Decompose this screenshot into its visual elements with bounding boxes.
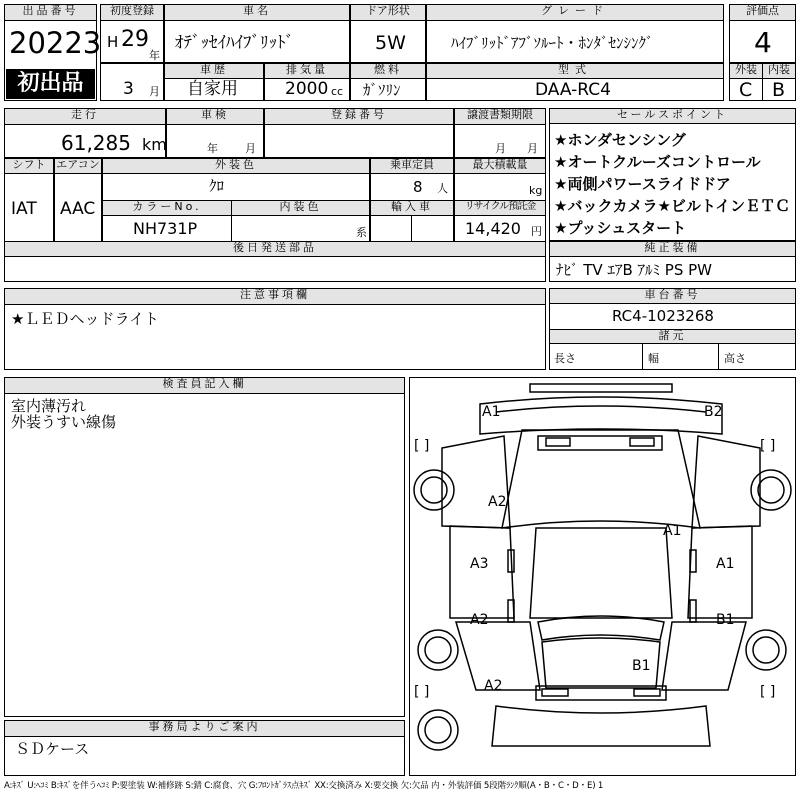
- mark-left-fender: A2: [488, 494, 507, 510]
- mark-hood-right: A1: [663, 523, 682, 539]
- bracket-mark: [ ]: [414, 684, 430, 700]
- length-label: 長さ: [554, 352, 576, 365]
- car-name-box: [164, 4, 350, 63]
- door-type-box: [350, 4, 426, 63]
- lot-number-label: 出品番号: [5, 5, 96, 21]
- color-number-label: カラーNo.: [103, 201, 231, 216]
- kei-unit: 系: [356, 226, 367, 239]
- damage-legend: A:ｷｽﾞ U:ﾍｺﾐ B:ｷｽﾞを伴うﾍｺﾐ P:要塗装 W:補修跡 S:錆 C:腐食、穴 G:ﾌﾛﾝﾄｶﾞﾗｽ点ｷｽﾞ XX:交換済み X:要交換 欠:欠品 内・外装評価 5段階ﾗﾝｸ順(A・B・C・D・E) 1: [4, 781, 604, 791]
- interior-label: 内装: [763, 64, 795, 79]
- later-parts-label: 後日発送部品: [5, 242, 545, 257]
- transfer-day-unit: 月: [527, 142, 538, 155]
- recycle-box: [454, 200, 546, 242]
- interior-box: [762, 63, 796, 101]
- mileage: 61,285: [61, 131, 131, 155]
- lot-number: 20223: [9, 26, 102, 60]
- import-box: [370, 200, 454, 242]
- mileage-label: 走行: [5, 109, 165, 125]
- bracket-mark: [ ]: [414, 438, 430, 454]
- notes-label: 注意事項欄: [5, 289, 545, 305]
- car-body-diagram: [410, 378, 795, 775]
- aircon-box: [54, 158, 102, 242]
- model-label: 型式: [427, 64, 723, 79]
- chassis-box: [549, 288, 796, 370]
- exterior-label: 外装: [730, 64, 762, 79]
- chassis-number: RC4-1023268: [612, 307, 714, 325]
- chassis-label: 車台番号: [550, 289, 795, 304]
- office-label: 事務局よりご案内: [5, 721, 404, 737]
- persons-unit: 人: [437, 182, 448, 195]
- factory-equipment: ﾅﾋﾞ TV ｴｱB ｱﾙﾐ PS PW: [556, 261, 712, 279]
- registration-number-label: 登録番号: [265, 109, 453, 125]
- exterior-color-label: 外装色: [103, 159, 369, 174]
- month-box: [100, 63, 164, 101]
- lot-number-box: [4, 4, 102, 101]
- exterior-box: [729, 63, 763, 101]
- score-value: 4: [754, 26, 772, 59]
- mark-left-rear: A2: [484, 678, 503, 694]
- displacement-box: [264, 63, 350, 101]
- mark-right-front-door: A1: [716, 556, 735, 572]
- sales-point: ★プッシュスタート: [554, 219, 687, 237]
- mark-right-rear-door: B1: [716, 612, 735, 628]
- damage-diagram-box: [409, 377, 796, 776]
- history-box: [164, 63, 264, 101]
- grade-label: グレード: [427, 5, 723, 21]
- fuel-box: [350, 63, 426, 101]
- sales-points-box: [549, 108, 796, 241]
- mark-left-front-door: A3: [470, 556, 489, 572]
- first-registration-label: 初度登録: [101, 5, 163, 21]
- displacement: 2000: [285, 79, 329, 99]
- inspection-month-unit: 月: [245, 142, 256, 155]
- vehicle-history: 自家用: [187, 79, 238, 99]
- yen-unit: 円: [531, 225, 542, 238]
- import-label: 輸入車: [371, 201, 453, 216]
- inspection-year-unit: 年: [207, 142, 218, 155]
- color-number: NH731P: [133, 219, 198, 238]
- model-box: [426, 63, 724, 101]
- exterior-color: ｸﾛ: [209, 177, 225, 195]
- transfer-month-unit: 月: [495, 142, 506, 155]
- fuel: ｶﾞｿﾘﾝ: [363, 81, 401, 99]
- interior-color-label: 内装色: [232, 201, 369, 216]
- inspection-box: [166, 108, 264, 158]
- first-registration-box: [100, 4, 164, 63]
- registration-number-box: [264, 108, 454, 158]
- factory-equipment-label: 純正装備: [550, 242, 795, 257]
- interior-color-box: [231, 200, 370, 242]
- month-unit: 月: [149, 85, 160, 98]
- factory-equipment-box: [549, 241, 796, 282]
- first-sale-badge: 初出品: [6, 69, 95, 99]
- model-code: DAA-RC4: [535, 80, 611, 100]
- capacity: 8: [413, 178, 423, 196]
- door-type-label: ドア形状: [351, 5, 425, 21]
- recycle-label: リサイクル預託金: [455, 201, 545, 216]
- note-line: ★ＬＥＤヘッドライト: [11, 310, 159, 328]
- exterior-grade: C: [739, 79, 753, 101]
- mark-front-right: B2: [704, 404, 723, 420]
- bracket-mark: [ ]: [760, 684, 776, 700]
- sales-point: ★ホンダセンシング: [554, 131, 686, 149]
- sales-points-list: [554, 129, 790, 239]
- registration-year: 29: [121, 27, 149, 52]
- inspector-line: 室内薄汚れ: [11, 397, 87, 415]
- transfer-docs-box: [454, 108, 546, 158]
- registration-month: 3: [123, 79, 134, 99]
- cc-unit: cc: [331, 85, 344, 98]
- inspector-lines: [11, 398, 116, 430]
- max-load-box: [454, 158, 546, 201]
- history-label: 車歴: [165, 64, 263, 79]
- mark-rear-gate: B1: [632, 658, 651, 674]
- notes-lines: [11, 311, 159, 327]
- fuel-label: 燃料: [351, 64, 425, 79]
- aircon: AAC: [60, 199, 96, 219]
- score-box: [729, 4, 796, 63]
- height-label: 高さ: [724, 352, 746, 365]
- grade: ﾊｲﾌﾞﾘｯﾄﾞｱﾌﾞｿﾙｰﾄ・ﾎﾝﾀﾞｾﾝｼﾝｸﾞ: [451, 34, 654, 52]
- km-unit: km: [142, 135, 167, 154]
- bracket-mark: [ ]: [760, 438, 776, 454]
- sales-points-label: セールスポイント: [550, 109, 795, 124]
- capacity-label: 乗車定員: [371, 159, 453, 174]
- mileage-box: [4, 108, 166, 158]
- sales-point: ★バックカメラ★ビルトインＥＴＣ: [554, 197, 791, 215]
- inspection-label: 車検: [167, 109, 263, 125]
- shift-box: [4, 158, 54, 242]
- era-letter: H: [107, 33, 119, 51]
- sales-point: ★オートクルーズコントロール: [554, 153, 761, 171]
- year-unit: 年: [149, 49, 160, 62]
- grade-box: [426, 4, 724, 63]
- shift: IAT: [11, 199, 37, 219]
- kg-unit: kg: [529, 184, 543, 197]
- later-parts-box: [4, 241, 546, 282]
- score-label: 評価点: [730, 5, 795, 21]
- office-line: ＳＤケース: [15, 740, 90, 758]
- transfer-docs-label: 譲渡書類期限: [455, 109, 545, 125]
- interior-grade: B: [772, 79, 786, 101]
- office-lines: [15, 741, 89, 757]
- displacement-label: 排気量: [265, 64, 349, 79]
- shift-label: シフト: [5, 159, 53, 174]
- door-type: 5W: [375, 32, 406, 54]
- inspector-line: 外装うすい線傷: [11, 413, 117, 431]
- exterior-color-box: [102, 158, 370, 201]
- capacity-box: [370, 158, 454, 201]
- mark-front-left: A1: [482, 404, 501, 420]
- car-name-label: 車名: [165, 5, 349, 21]
- mark-left-rear-door: A2: [470, 612, 489, 628]
- office-box: [4, 720, 405, 776]
- recycle-fee: 14,420: [465, 219, 521, 238]
- max-load-label: 最大積載量: [455, 159, 545, 174]
- dimensions-label: 諸元: [550, 329, 795, 344]
- inspector-label: 検査員記入欄: [5, 378, 404, 394]
- inspector-box: [4, 377, 405, 717]
- car-name: ｵﾃﾞｯｾｲﾊｲﾌﾞﾘｯﾄﾞ: [175, 33, 294, 53]
- aircon-label: エアコン: [55, 159, 101, 174]
- sales-point: ★両側パワースライドドア: [554, 175, 731, 193]
- notes-box: [4, 288, 546, 370]
- color-number-box: [102, 200, 232, 242]
- width-label: 幅: [648, 352, 659, 365]
